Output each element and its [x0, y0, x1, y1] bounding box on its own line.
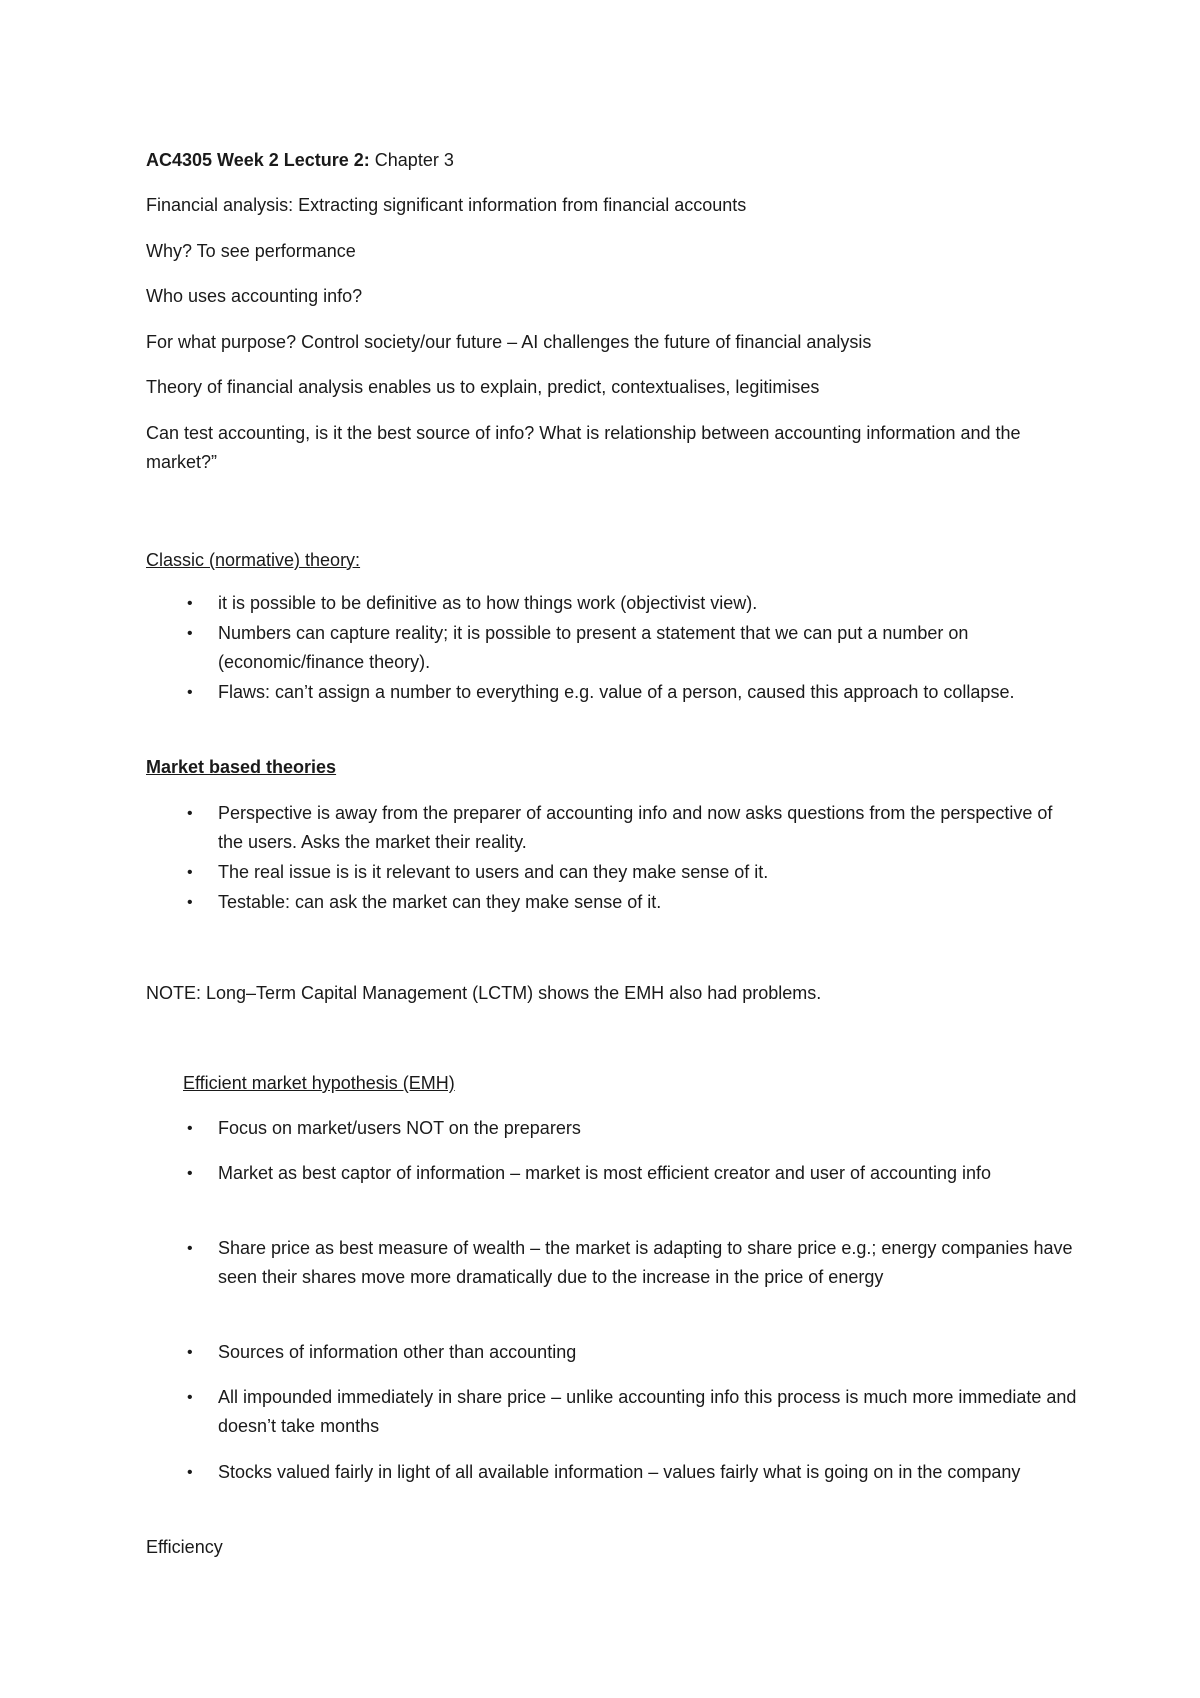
emh-heading: Efficient market hypothesis (EMH) — [183, 1073, 455, 1093]
classic-bullet: Numbers can capture reality; it is possible to present a statement that we can put a number on (economic/finance theory). — [218, 623, 969, 672]
classic-bullet: Flaws: can’t assign a number to everything e.g. value of a person, caused this approach to collapse. — [218, 682, 1015, 702]
intro-line: Why? To see performance — [146, 241, 356, 261]
classic-theory-heading: Classic (normative) theory: — [146, 550, 361, 570]
bullet-icon: • — [187, 1120, 193, 1137]
intro-line: For what purpose? Control society/our future – AI challenges the future of financial analysis — [146, 332, 872, 352]
emh-bullet: Sources of information other than accounting — [218, 1342, 577, 1362]
bullet-icon: • — [187, 1240, 193, 1257]
bullet-icon: • — [187, 894, 193, 911]
note-line: NOTE: Long–Term Capital Management (LCTM) shows the EMH also had problems. — [146, 983, 822, 1003]
emh-bullet: Focus on market/users NOT on the preparers — [218, 1118, 581, 1138]
emh-bullet: All impounded immediately in share price – unlike accounting info this process is much more immediate and doesn’t take months — [218, 1387, 1077, 1436]
classic-bullet: it is possible to be definitive as to how things work (objectivist view). — [218, 593, 758, 613]
market-bullet: The real issue is is it relevant to users and can they make sense of it. — [218, 862, 769, 882]
market-bullet: Perspective is away from the preparer of accounting info and now asks questions from the perspective of the users. Asks the market their reality. — [218, 803, 1053, 852]
document-title — [146, 146, 1076, 175]
emh-bullet: Share price as best measure of wealth – the market is adapting to share price e.g.; energy companies have seen their shares move more dramatically due to the increase in the price of energy — [218, 1238, 1073, 1287]
market-bullet: Testable: can ask the market can they make sense of it. — [218, 892, 662, 912]
intro-line: Financial analysis: Extracting significant information from financial accounts — [146, 195, 747, 215]
efficiency-heading: Efficiency — [146, 1537, 223, 1557]
bullet-icon: • — [187, 1344, 193, 1361]
intro-line: Can test accounting, is it the best source of info? What is relationship between accounting information and the market?” — [146, 423, 1021, 472]
intro-line: Who uses accounting info? — [146, 286, 363, 306]
title-rest: Chapter 3 — [369, 150, 454, 170]
bullet-icon: • — [187, 1165, 193, 1182]
bullet-icon: • — [187, 1464, 193, 1481]
market-theories-heading: Market based theories — [146, 757, 337, 777]
emh-bullet: Market as best captor of information – market is most efficient creator and user of accounting info — [218, 1163, 992, 1183]
title-bold: AC4305 Week 2 Lecture 2: — [146, 150, 370, 170]
intro-line: Theory of financial analysis enables us to explain, predict, contextualises, legitimises — [146, 377, 820, 397]
bullet-icon: • — [187, 595, 193, 612]
bullet-icon: • — [187, 864, 193, 881]
bullet-icon: • — [187, 1389, 193, 1406]
emh-bullet: Stocks valued fairly in light of all available information – values fairly what is going on in the company — [218, 1462, 1021, 1482]
bullet-icon: • — [187, 805, 193, 822]
bullet-icon: • — [187, 684, 193, 701]
bullet-icon: • — [187, 625, 193, 642]
